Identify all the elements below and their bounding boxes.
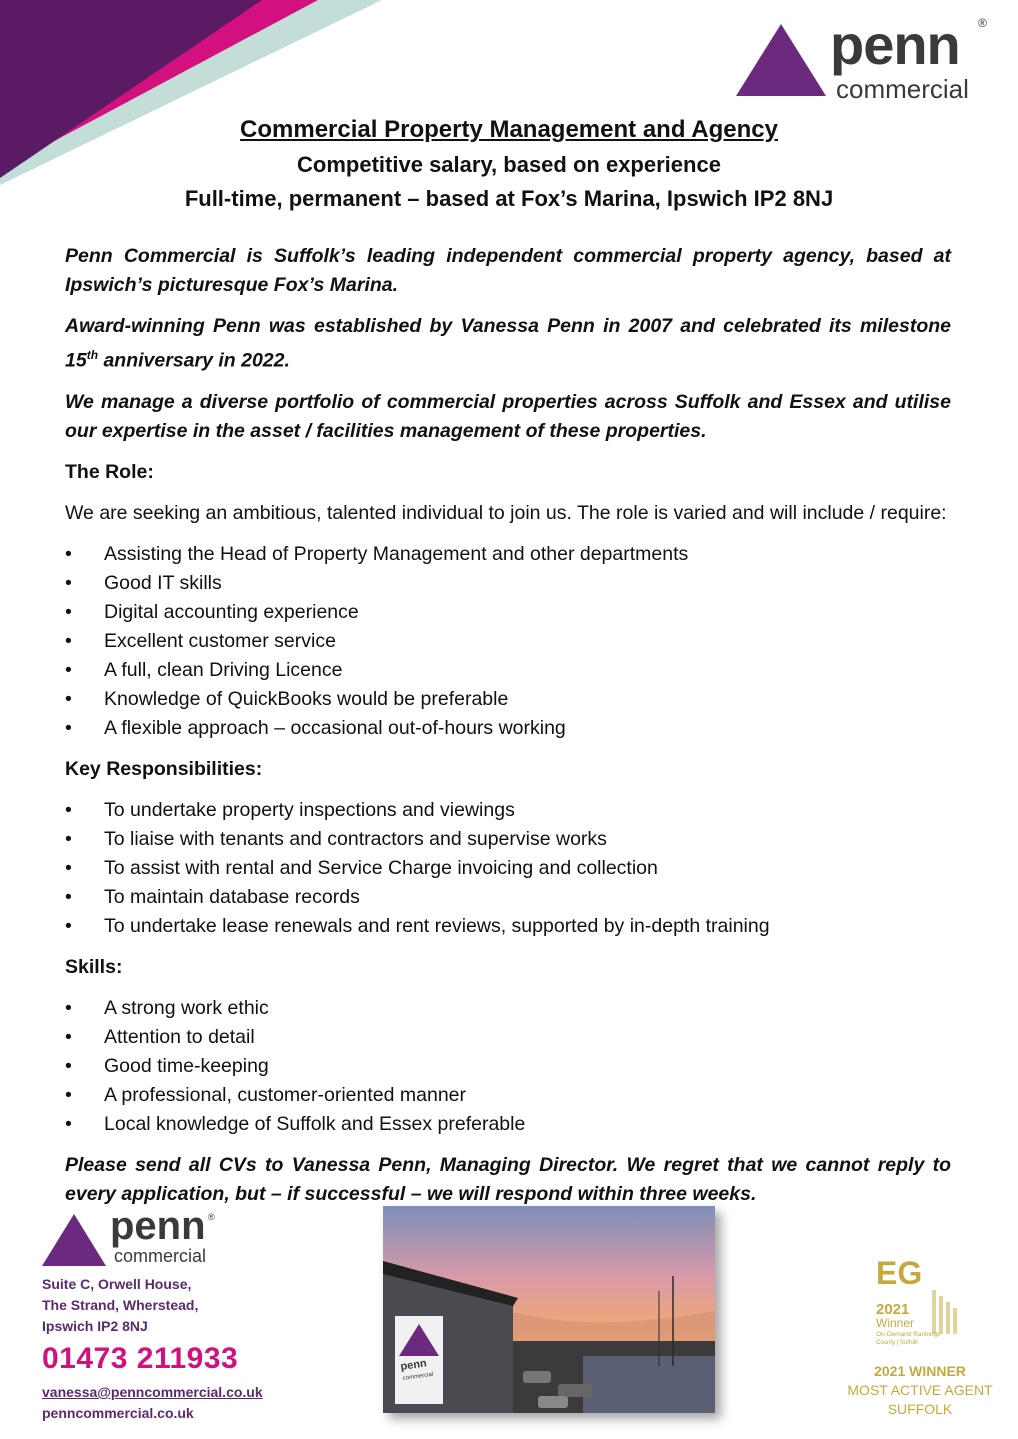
list-item: • Good IT skills <box>65 569 951 598</box>
list-item: • To assist with rental and Service Charge invoicing and collection <box>65 854 951 883</box>
list-item: • Excellent customer service <box>65 627 951 656</box>
email-link[interactable]: vanessa@penncommercial.co.uk <box>42 1384 263 1400</box>
ordinal-suffix: th <box>86 348 99 362</box>
award-line-2: MOST ACTIVE AGENT <box>847 1382 993 1398</box>
award-caption <box>820 1362 1018 1419</box>
intro-p2-text: Award-winning Penn was established by Vanessa Penn in 2007 and celebrated its milestone 15 <box>65 315 951 372</box>
intro-paragraph-1: Penn Commercial is Suffolk’s leading independent commercial property agency, based at Ipswich’s picturesque Fox’s Marina. <box>65 245 951 296</box>
address-line: Suite C, Orwell House, <box>42 1276 192 1292</box>
address-line: Ipswich IP2 8NJ <box>42 1318 148 1334</box>
list-item: • To undertake property inspections and viewings <box>65 796 951 825</box>
role-list <box>65 540 951 743</box>
phone-number[interactable]: 01473 211933 <box>42 1342 239 1375</box>
skills-list <box>65 994 951 1139</box>
logo-subtitle: commercial <box>836 74 969 104</box>
badge-year: 2021 <box>876 1301 910 1318</box>
address-line: The Strand, Wherstead, <box>42 1297 199 1313</box>
badge-rankings: On-Demand Rankings <box>876 1331 941 1338</box>
logo-triangle-icon <box>42 1214 106 1266</box>
closing-paragraph: Please send all CVs to Vanessa Penn, Managing Director. We regret that we cannot reply to every application, but – if successful – we will respond within three weeks. <box>65 1153 951 1205</box>
role-text: We are seeking an ambitious, talented individual to join us. The role is varied and will include / require: <box>65 501 947 524</box>
job-description <box>65 242 951 1221</box>
photo-sign-sub: commercial <box>402 1371 434 1382</box>
penn-commercial-logo <box>736 13 996 104</box>
list-item: • Good time-keeping <box>65 1052 951 1081</box>
award-line-3: SUFFOLK <box>887 1401 953 1417</box>
list-item: • A professional, customer-oriented manner <box>65 1081 951 1110</box>
eg-letters: EG <box>876 1256 923 1291</box>
website-link[interactable]: penncommercial.co.uk <box>42 1405 194 1421</box>
list-item: • Assisting the Head of Property Management and other departments <box>65 540 951 569</box>
list-item: • A flexible approach – occasional out-of-hours working <box>65 714 951 743</box>
list-item: • Digital accounting experience <box>65 598 951 627</box>
photo-illustration <box>383 1206 715 1413</box>
award-line-1: 2021 WINNER <box>874 1363 966 1379</box>
job-title: Commercial Property Management and Agency <box>240 116 778 143</box>
list-item: • Local knowledge of Suffolk and Essex preferable <box>65 1110 951 1139</box>
logo-wordmark: penn <box>830 13 960 76</box>
intro-p2-tail: anniversary in 2022. <box>98 349 290 372</box>
logo-subtitle: commercial <box>114 1246 207 1266</box>
logo-triangle-icon <box>736 24 826 96</box>
photo-sign-name: penn <box>399 1357 428 1373</box>
list-item: • A full, clean Driving Licence <box>65 656 951 685</box>
eg-award-badge <box>860 1256 980 1348</box>
skills-heading: Skills: <box>65 955 123 978</box>
intro-paragraph-2 <box>65 312 951 376</box>
intro-paragraph-3: We manage a diverse portfolio of commercial properties across Suffolk and Essex and utilise our expertise in the asset / facilities management of these properties. <box>65 390 951 442</box>
role-heading: The Role: <box>65 460 154 483</box>
salary-line: Competitive salary, based on experience <box>297 152 721 177</box>
list-item: • Attention to detail <box>65 1023 951 1052</box>
marina-sunset-photo <box>383 1206 715 1413</box>
badge-winner: Winner <box>876 1316 915 1330</box>
logo-wordmark: penn <box>110 1204 206 1248</box>
responsibilities-list <box>65 796 951 941</box>
list-item: • To maintain database records <box>65 883 951 912</box>
badge-county: County | Suffolk <box>876 1340 919 1346</box>
responsibilities-heading: Key Responsibilities: <box>65 757 263 780</box>
list-item: • To liaise with tenants and contractors and supervise works <box>65 825 951 854</box>
registered-mark: ® <box>208 1212 215 1222</box>
registered-mark: ® <box>978 16 987 30</box>
list-item: • To undertake lease renewals and rent reviews, supported by in-depth training <box>65 912 951 941</box>
office-address <box>42 1274 198 1337</box>
list-item: • Knowledge of QuickBooks would be preferable <box>65 685 951 714</box>
footer-logo <box>42 1204 242 1272</box>
list-item: • A strong work ethic <box>65 994 951 1023</box>
location-line: Full-time, permanent – based at Fox’s Marina, Ipswich IP2 8NJ <box>184 186 834 211</box>
